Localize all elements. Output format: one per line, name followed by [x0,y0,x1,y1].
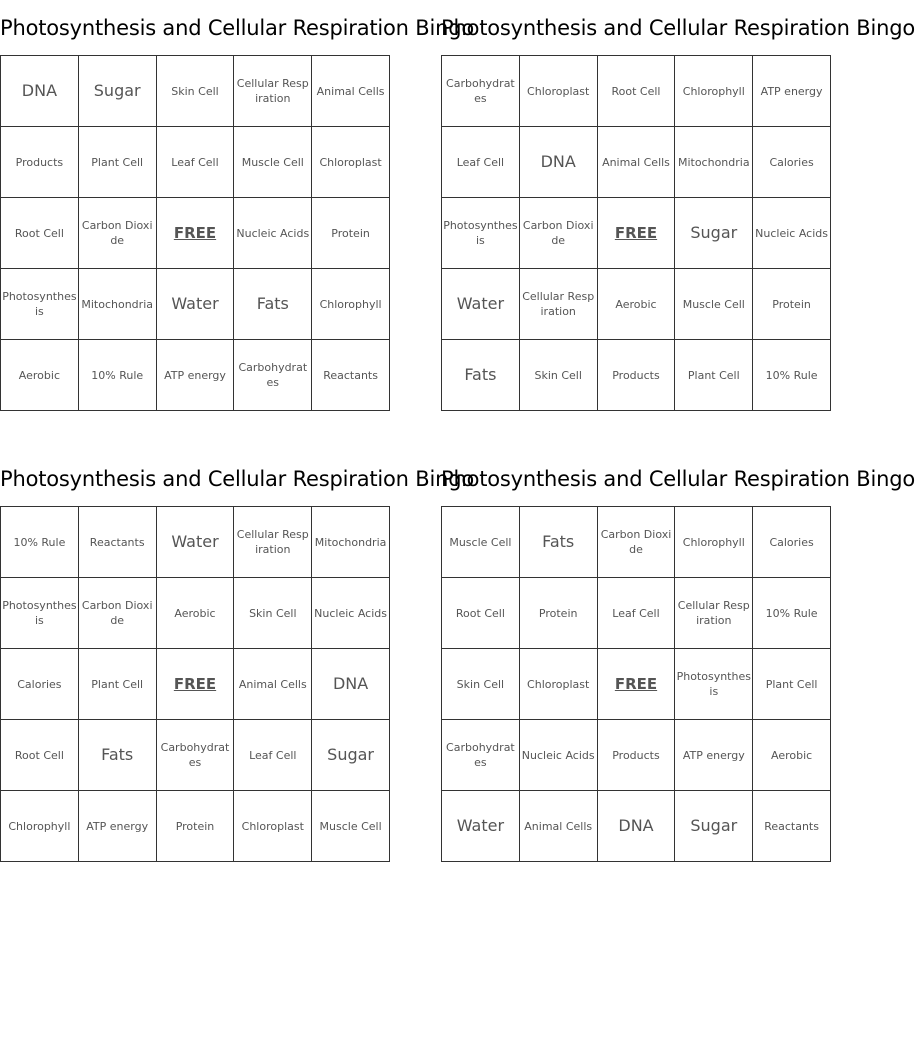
grid-row [442,198,831,269]
free-space-cell: FREE [597,198,675,269]
bingo-cell: Products [1,127,79,198]
grid-row [1,340,390,411]
bingo-cell: Chloroplast [312,127,390,198]
bingo-cell: DNA [1,56,79,127]
bingo-cell: Animal Cells [312,56,390,127]
free-space-cell: FREE [156,198,234,269]
bingo-cell: Calories [753,507,831,578]
bingo-cell: ATP energy [675,720,753,791]
bingo-cell: Plant Cell [675,340,753,411]
bingo-cell: DNA [597,791,675,862]
bingo-cell: Water [442,791,520,862]
bingo-cell: Protein [156,791,234,862]
bingo-cell: DNA [519,127,597,198]
bingo-cell: Skin Cell [156,56,234,127]
grid-row [442,507,831,578]
bingo-cell: Nucleic Acids [234,198,312,269]
bingo-cell: Aerobic [597,269,675,340]
bingo-cell: Plant Cell [753,649,831,720]
bingo-cell: Photosynthesis [1,269,79,340]
bingo-cell: Protein [753,269,831,340]
bingo-cell: Chloroplast [519,649,597,720]
bingo-cell: Skin Cell [519,340,597,411]
grid-row [1,720,390,791]
grid-row [1,791,390,862]
bingo-cell: Leaf Cell [597,578,675,649]
bingo-cell: Leaf Cell [156,127,234,198]
bingo-cell: Carbon Dioxide [78,198,156,269]
bingo-cell: Protein [312,198,390,269]
bingo-cell: Cellular Respiration [234,507,312,578]
free-space-cell: FREE [597,649,675,720]
bingo-cell: Nucleic Acids [753,198,831,269]
bingo-cell: Fats [442,340,520,411]
bingo-grid [0,55,390,411]
card-title: Photosynthesis and Cellular Respiration Bingo [441,467,915,491]
bingo-cell: Reactants [312,340,390,411]
grid-row [1,56,390,127]
bingo-cell: Carbohydrates [234,340,312,411]
bingo-cell: Nucleic Acids [519,720,597,791]
grid-row [442,791,831,862]
bingo-cell: Carbohydrates [156,720,234,791]
bingo-cell: Fats [78,720,156,791]
bingo-cell: 10% Rule [1,507,79,578]
bingo-cell: Root Cell [1,720,79,791]
bingo-cell: Muscle Cell [442,507,520,578]
bingo-cell: Chlorophyll [675,507,753,578]
bingo-cell: Carbon Dioxide [597,507,675,578]
bingo-cell: DNA [312,649,390,720]
bingo-cell: Animal Cells [597,127,675,198]
bingo-cell: Sugar [675,198,753,269]
bingo-cell: Calories [1,649,79,720]
bingo-cell: Products [597,340,675,411]
bingo-cell: 10% Rule [753,340,831,411]
bingo-cell: Aerobic [753,720,831,791]
bingo-cell: Cellular Respiration [519,269,597,340]
bingo-cell: Muscle Cell [234,127,312,198]
bingo-cell: Leaf Cell [442,127,520,198]
bingo-grid [0,506,390,862]
bingo-cell: Sugar [675,791,753,862]
bingo-cell: 10% Rule [753,578,831,649]
bingo-cell: ATP energy [78,791,156,862]
grid-row [1,269,390,340]
bingo-cell: Skin Cell [234,578,312,649]
bingo-cell: Photosynthesis [675,649,753,720]
grid-row [442,269,831,340]
bingo-cell: Root Cell [442,578,520,649]
bingo-cell: Muscle Cell [312,791,390,862]
bingo-grid [441,55,831,411]
bingo-cell: Aerobic [1,340,79,411]
bingo-cell: ATP energy [753,56,831,127]
bingo-cell: Root Cell [597,56,675,127]
bingo-cell: Photosynthesis [442,198,520,269]
bingo-cell: Leaf Cell [234,720,312,791]
bingo-cell: Mitochondria [78,269,156,340]
grid-row [442,649,831,720]
bingo-cell: Reactants [753,791,831,862]
bingo-cell: Sugar [78,56,156,127]
bingo-cell: Skin Cell [442,649,520,720]
bingo-cell: Protein [519,578,597,649]
bingo-cell: Reactants [78,507,156,578]
bingo-cell: Water [442,269,520,340]
card-title: Photosynthesis and Cellular Respiration Bingo [441,16,915,40]
bingo-cell: Water [156,269,234,340]
bingo-cell: Carbon Dioxide [519,198,597,269]
grid-row [442,56,831,127]
bingo-cell: Root Cell [1,198,79,269]
bingo-cell: Fats [234,269,312,340]
bingo-cell: Chlorophyll [312,269,390,340]
bingo-cell: Animal Cells [234,649,312,720]
bingo-cell: Mitochondria [312,507,390,578]
grid-row [1,649,390,720]
bingo-cell: Water [156,507,234,578]
bingo-cell: Cellular Respiration [234,56,312,127]
bingo-cell: Carbon Dioxide [78,578,156,649]
grid-row [442,127,831,198]
card-title: Photosynthesis and Cellular Respiration Bingo [0,467,475,491]
bingo-cell: Carbohydrates [442,56,520,127]
bingo-cell: Chloroplast [234,791,312,862]
bingo-cell: Calories [753,127,831,198]
bingo-cell: Carbohydrates [442,720,520,791]
bingo-cell: 10% Rule [78,340,156,411]
bingo-cell: Cellular Respiration [675,578,753,649]
bingo-cell: ATP energy [156,340,234,411]
grid-row [1,198,390,269]
bingo-cell: Products [597,720,675,791]
bingo-cell: Chlorophyll [675,56,753,127]
bingo-cell: Chlorophyll [1,791,79,862]
grid-row [442,340,831,411]
bingo-cell: Fats [519,507,597,578]
bingo-grid [441,506,831,862]
bingo-cell: Chloroplast [519,56,597,127]
bingo-cell: Sugar [312,720,390,791]
bingo-cell: Animal Cells [519,791,597,862]
card-title: Photosynthesis and Cellular Respiration Bingo [0,16,475,40]
grid-row [442,578,831,649]
bingo-cell: Plant Cell [78,127,156,198]
grid-row [1,507,390,578]
bingo-cell: Mitochondria [675,127,753,198]
bingo-cell: Aerobic [156,578,234,649]
grid-row [442,720,831,791]
bingo-cell: Muscle Cell [675,269,753,340]
grid-row [1,127,390,198]
bingo-cell: Plant Cell [78,649,156,720]
bingo-cell: Nucleic Acids [312,578,390,649]
free-space-cell: FREE [156,649,234,720]
bingo-cell: Photosynthesis [1,578,79,649]
grid-row [1,578,390,649]
